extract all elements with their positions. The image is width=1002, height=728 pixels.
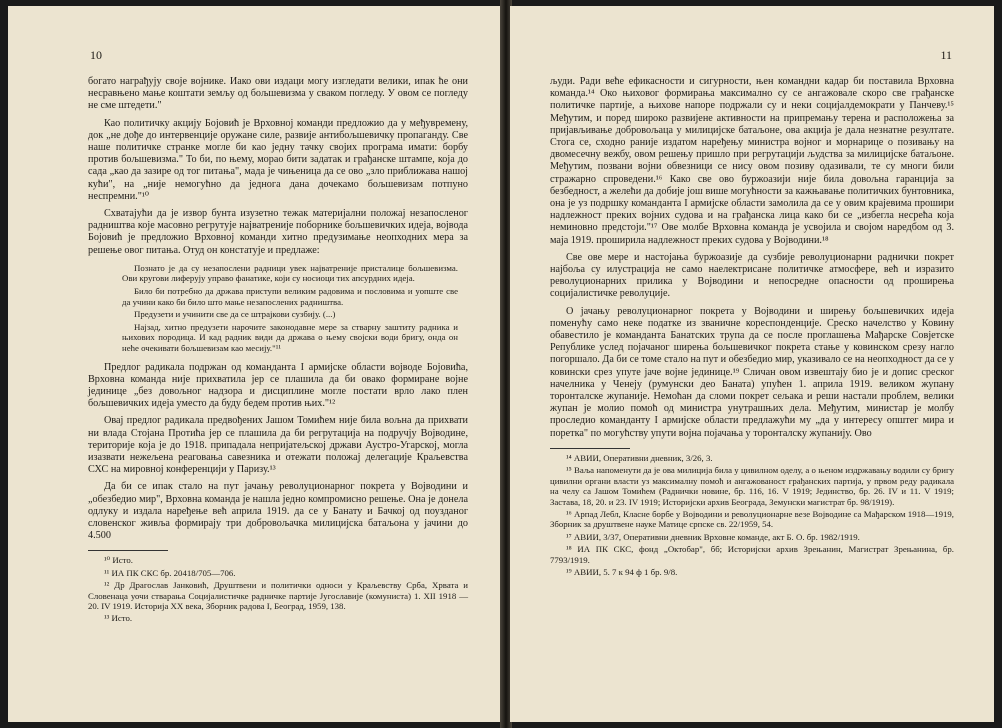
quote-paragraph: Познато је да су незапослени радници увек најватреније присталице бољшевизма. Ови кругови лиферују управо фанатике, који су носиоци тих апсурдних идеја. bbox=[122, 262, 458, 284]
quote-paragraph: Предузети и учинити све да се штрајкови сузбију. (...) bbox=[134, 309, 336, 320]
footnote: ¹¹ ИА ПК СКС бр. 20418/705—706. bbox=[104, 567, 236, 578]
paragraph: Да би се ипак стало на пут јачању револуционарног покрета у Војводини и „обезбедио мир", Врховна команда је нашла једно компромисно решење. Она је донела одлуку и издала наређење већ априла 1919. да се у Банату и Бачкој од поузданог словенског живља формирају три добровољачка милицијска батаљона у јачини до 4.500 bbox=[88, 481, 468, 542]
footnote: ¹⁸ ИА ПК СКС, фонд „Октобар", бб; Историјски архив Зрењанин, Магистрат Зрењанина, бр. 7793/1919. bbox=[550, 544, 954, 565]
paragraph: богато награђују своје војнике. Иако ови издаци могу изгледати велики, ипак ће они несравњено мање коштати земљу од бољшевизма у сваком погледу. У овом се погледу не сме штедети." bbox=[88, 76, 468, 112]
block-quote bbox=[122, 263, 458, 354]
right-page bbox=[510, 6, 994, 722]
right-body bbox=[550, 76, 954, 440]
paragraph: Све ове мере и настојања буржоазије да сузбије револуционарни раднички покрет најбоља су илустрација не само наелектрисане политичке атмосфере, већ и изразито револуционарних прилика у Војводини и непосредне опасности од проширења социјалистичке револуције. bbox=[550, 251, 954, 300]
left-page bbox=[8, 6, 502, 722]
footnote: ¹⁴ АВИИ, Оперативни дневник, 3/26, 3. bbox=[566, 452, 713, 463]
paragraph: Овај предлог радикала предвођених Јашом Томићем није била вољна да прихвати ни влада Стојана Протића јер се плашила да би регрутација на подручју Војводине, територије која је до 1918. припадала непријатељској држави Аустро-Угарској, могла изазвати нежељена реаговања савезника и отежати положај делегације Краљевства СХС на мировној конференцији у Паризу.¹³ bbox=[88, 415, 468, 476]
quote-paragraph: Било би потребно да држава приступи великим радовима и пословима и уопште све да учини како би било што мање незапослених радништва. bbox=[122, 286, 458, 307]
footnote-rule bbox=[550, 448, 630, 449]
paragraph: Предлог радикала подржан од команданта I армијске области војводе Бојовића, Врховна команда није прихватила јер се плашила да би овако формиране војне јединице „без довољног надзора и дисциплине могле постати врло лако плен бољшевичких идеја уместо да буду бедем против њих."¹² bbox=[88, 361, 468, 410]
footnote: ¹⁵ Ваља напоменути да је ова милиција била у цивилном оделу, а о њеном издржавању водили су бригу цивилни органи власти уз максималну помоћ и ангажованост грађанских партија, у првом реду радикала на челу са Јашом Томићем (Раднички новине, бр. 116, 16. V 1919; Јединство, бр. 26. IV и 11. V 1919; Застава, 18, 20. и 23. IV 1919; Историјски архив Београда, Земунски магистрат бр. 98/1919). bbox=[550, 465, 954, 507]
quote-paragraph: Најзад, хитно предузети нарочите законодавне мере за стварну заштиту радника и њихових породица. И кад радник види да држава о њему својски води бригу, онда он неће очекивати бољшевизам као месију."¹¹ bbox=[122, 321, 458, 353]
footnotes bbox=[88, 555, 468, 623]
footnote: ¹⁹ АВИИ, 5. 7 к 94 ф 1 бр. 9/8. bbox=[566, 566, 678, 577]
paragraph: људи. Ради веће ефикасности и сигурности, њен командни кадар би поставила Врховна команда.¹⁴ Око њиховог формирања максимално су се ангажовале скоро све грађанске политичке партије, а њихове напоре подржали су и неки социјалдемократи у Панчеву.¹⁵ Међутим, и поред широко развијене активности на припремању терена и расположења за пријављивање добровољаца у милицијске батаљоне, ова акција је дала незнатне резултате. Стога се, сходно раније издатом наређењу министра војног и морнарице о позивању на двомесечну вежбу, овом решењу пришло при регрутацији људства за милицијске батаљоне. Међутим, позвани војни обвезници се нису овом позиву одазивали, те су многи били стражарно спроведени.¹⁶ Како све ово буржоазији није била довољна гаранција за безбедност, а желећи да добије још више могућности за кажњавање политичких бунтовника, она је уз подршку команданта I армијске области замолила да се у овим крајевима прошири надлежност преких војних судова и на грађанска лица како би се „избегла несрећа која неминовно предстоји."¹⁷ Ове молбе Врховна команда је усвојила и својом наредбом од 3. маја 1919. проширила надлежност преких судова у Војводини.¹⁸ bbox=[550, 76, 954, 246]
paragraph: Схватајући да је извор бунта изузетно тежак материјални положај незапосленог радништва које масовно регрутује најватреније поборнике бољшевичких идеја, војвода Бојовић је предложио Врховној команди хитно предузимање неопходних мера за решење овог питања. Отуд он констатује и предлаже: bbox=[88, 208, 468, 256]
footnote: ¹³ Исто. bbox=[104, 613, 133, 624]
footnote: ¹⁰ Исто. bbox=[104, 555, 133, 566]
footnote: ¹⁷ АВИИ, 3/37, Оперативни дневник Врховне команде, акт Б. О. бр. 1982/1919. bbox=[566, 531, 860, 542]
footnote-rule bbox=[88, 550, 168, 551]
page-number: 11 bbox=[940, 48, 952, 62]
paragraph: О јачању револуционарног покрета у Војводини и ширењу бољшевичких идеја поменућу само неке податке из званичне кореспонденције. Среско начелство у Ковину обавестило је команданта Банатских трупа да се после проглашења Мађарске Совјетске Републике услед појачаног ширења бољшевичког покрета стање у ковинском срезу нагло погоршало. Да би се томе стало на пут и обезбедио мир, указивало се на неопходност да се у ковински срез упуте јаче војне јединице.¹⁹ Сличан овом извештају био је и допис среског начелника у Ченеју (румунски део Баната) упућен 1. априла 1919. великом жупану торонталске жупаније. Немоћан да сломи покрет сељака и реши настали проблем, велики жупан је молио помоћ од министра унутрашњих дела. Међутим, министар је молбу проследио команданту I армијске области предлажући му „да у интересу општег мира и поретка" по могућству упути војна појачања у торонталску жупанију. Ово bbox=[550, 305, 954, 439]
left-body bbox=[88, 76, 468, 542]
footnotes bbox=[550, 453, 954, 577]
page-number: 10 bbox=[90, 48, 102, 62]
paragraph: Као политичку акцију Бојовић је Врховној команди предложио да у међувремену, док „не дође до интервенције оружане силе, развије антибољшевичку пропаганду. Све наше политичке странке могле би као једну тачку својих програма имати: борбу против бољшевизма." То би, по њему, морао бити задатак и грађанске штампе, која до сада „као да зазире од тог питања", мада је чињеница да се ово „зло приближава нашој кући", на „није немогућно да једнога дана дочекамо бољшевизам потпуно неспремни."¹⁰ bbox=[88, 117, 468, 202]
footnote: ¹² Др Драгослав Јанковић, Друштвени и политички односи у Краљевству Срба, Хрвата и Словенаца уочи стварања Социјалистичке радничке партије Југославије (комуниста) 1. XII 1918 — 20. IV 1919. Историја XX века, Зборник радова I, Београд, 1959, 138. bbox=[88, 580, 468, 612]
footnote: ¹⁶ Арпад Лебл, Класне борбе у Војводини и револуционарне везе Војводине са Мађарском 1918—1919, Зборник за друштвене науке Матице српске св. 22/1959, 54. bbox=[550, 508, 954, 530]
